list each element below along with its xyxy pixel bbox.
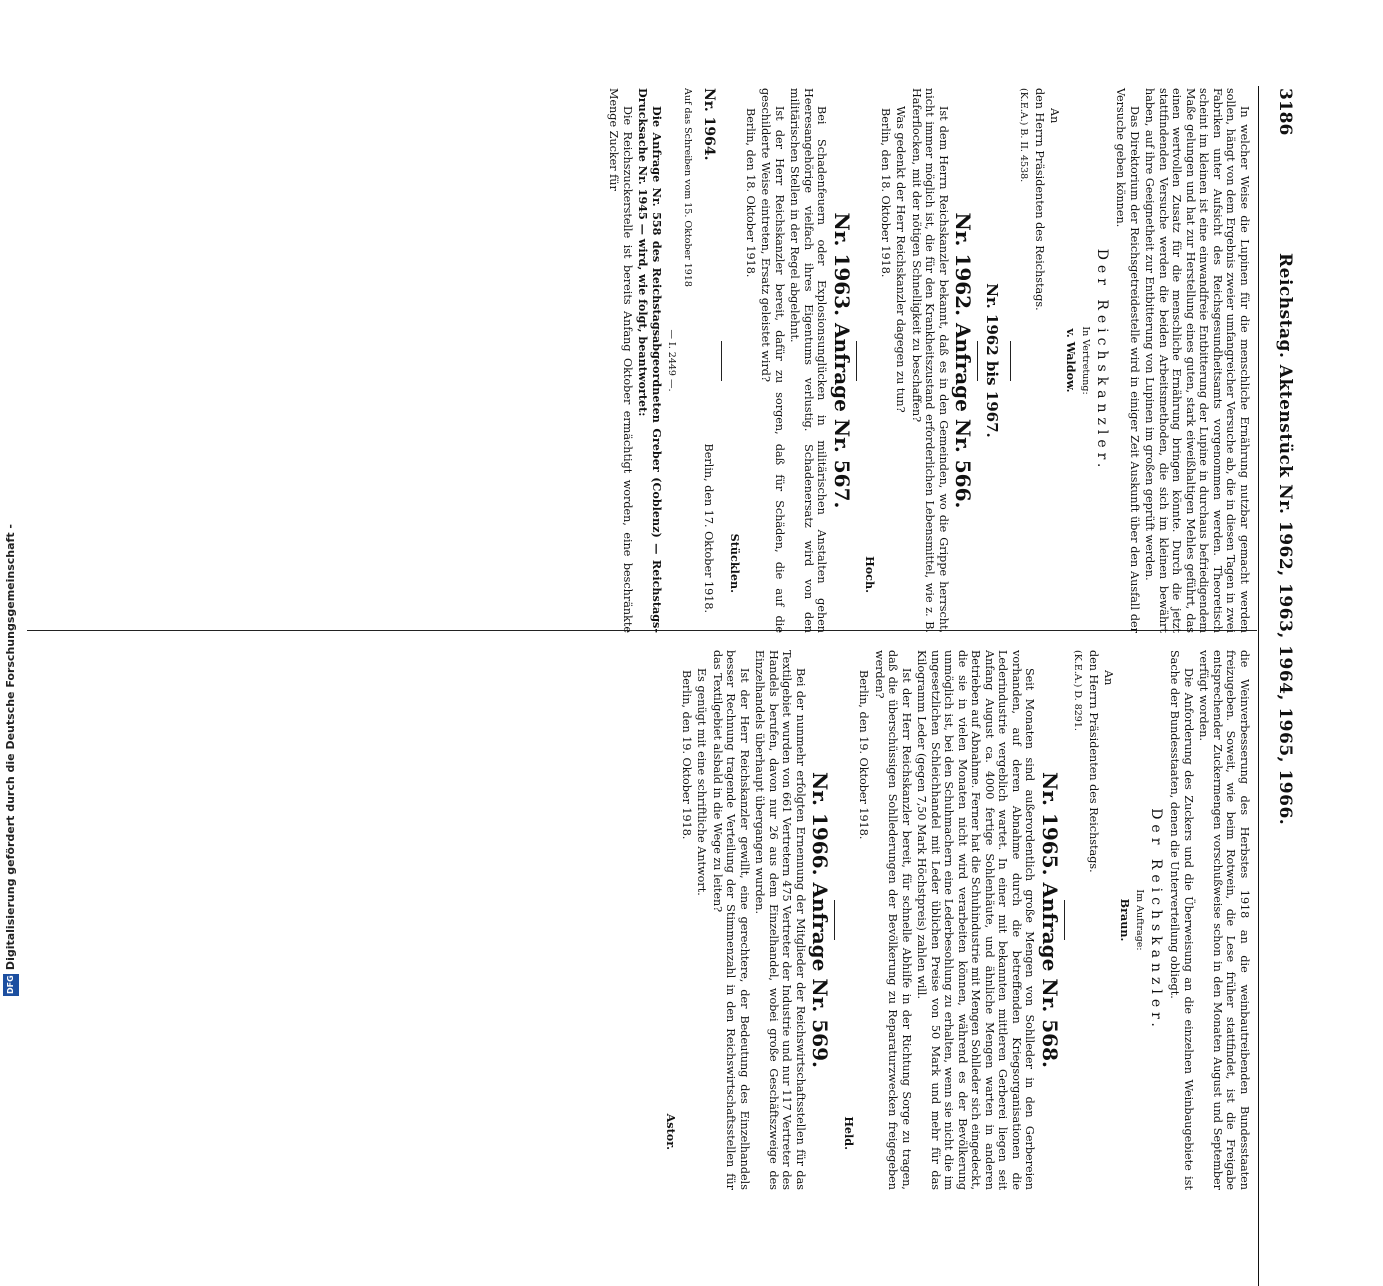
wine-paragraph: die Weinverbesserung des Herbstes 1918 an die weinbautreibenden Bundesstaaten freizugeben. Soweit, wie beim Rotwein, die Lese früher stattfindet, ist die Freigabe entsprechender Zuckermengen vorschußweise schon in den Monaten August und September verfügt worden.: [1197, 650, 1251, 1190]
anfrage-568-title: Nr. 1965. Anfrage Nr. 568.: [1038, 772, 1062, 1068]
section-rule: [1010, 341, 1011, 381]
reference-number: (K.E.A.) D. 8291.: [1072, 650, 1084, 731]
nr-1964-reference: Auf das Schreiben vom 15. Oktober 1918: [682, 88, 693, 287]
anfrage-568-signer: Held.: [842, 1116, 856, 1150]
anfrage-569-signer: Astor.: [664, 1113, 679, 1150]
nr-1964-dateline: Berlin, den 17. Oktober 1918.: [702, 443, 715, 613]
signature-role: In Vertretung:: [1080, 326, 1092, 395]
anfrage-567-followup: Ist der Herr Reichskanzler bereit, dafür zu sorgen, daß für Schäden, die auf die geschilderte Weise eintreten, Ersatz geleistet wird?: [759, 88, 786, 633]
page-header: [1263, 88, 1295, 928]
page-number: 3186: [1275, 88, 1295, 136]
address-an: An: [1102, 670, 1116, 686]
anfrage-566-title: Nr. 1962. Anfrage Nr. 566.: [951, 212, 976, 509]
anfrage-567-date: Berlin, den 18. Oktober 1918.: [744, 108, 757, 278]
section-rule: [978, 341, 979, 381]
nr-1964-title: Nr. 1964.: [701, 88, 717, 161]
signature-name: Braun.: [1118, 898, 1132, 942]
anfrage-568-followup: Ist der Herr Reichskanzler bereit, für schnelle Abhilfe in der Richtung Sorge zu tragen, daß die überschüssigen Sohllederungen der Bevölkerung zu Reparaturzwecken freigegeben werden?: [873, 650, 913, 1190]
anfrage-569-date: Berlin, den 19. Oktober 1918.: [680, 670, 693, 840]
anfrage-569-reply-note: Es genügt mit eine schriftliche Antwort.: [695, 668, 709, 896]
anfrage-568-date: Berlin, den 19. Oktober 1918.: [857, 670, 871, 840]
address-an: An: [1048, 108, 1062, 124]
directorate-paragraph: Das Direktorium der Reichsgetreidestelle wird in einiger Zeit Auskunft über den Ausfall der Versuche geben können.: [1114, 88, 1141, 633]
left-column: [605, 88, 1251, 633]
nr-1964-intro: Die Anfrage Nr. 558 des Reichstagsabgeordneten Greber (Coblenz) — Reichstags-Drucksache Nr. 1945 — wird, wie folgt, beantwortet:: [636, 88, 664, 633]
anfrage-569-followup: Ist der Herr Reichskanzler gewillt, eine gerechtere, der Bedeutung des Einzelhandels besser Rechnung tragende Verteilung der Stimmenzahl in den Reichswirtschaftsstellen für das Textilgebiet alsbald in die Wege zu leiten?: [711, 650, 751, 1190]
dfg-funding-note: Digitalisierung gefördert durch die Deutsche Forschungsgemeinschaft -: [4, 523, 17, 970]
number-range-heading: Nr. 1962 bis 1967.: [983, 283, 1001, 438]
anfrage-568-question: Seit Monaten sind außerordentlich große Mengen von Sohlleder in den Gerbereien vorhanden, auf deren Abnahme durch die betreffenden Kriegsorganisationen die Lederindustrie vergeblich wartet. In einer mit bekannten mittleren Gerberei liegen seit Anfang August ca. 4000 fertige Sohlenhäute, und ähnliche Mengen warten in anderen Betrieben auf Abnahme. Ferner hat die Schuhindustrie mit Mengen Sohlleder sich eingedeckt, die sie in vielen Monaten nicht wird verarbeiten können, während es der Bevölkerung unmöglich ist, bei den Schuhmachern eine Lederbesohlung zu erhalten, wenn sie nicht die im ungesetzlichen Schleichhandel mit Leder üblichen Preise von 50 Mark und mehr für das Kilogramm Leder (gegen 7,50 Mark Höchstpreis) zahlen will.: [915, 650, 1037, 1190]
signature-title: Der Reichskanzler.: [1094, 248, 1110, 473]
anfrage-567-title: Nr. 1963. Anfrage Nr. 567.: [830, 212, 854, 509]
reference-number: (K.E.A.) B. II. 4538.: [1018, 88, 1030, 183]
nr-1964-heading-line: [700, 88, 715, 633]
nr-1964-answer: Die Reichszuckerstelle ist bereits Anfang Oktober ermächtigt worden, eine beschränkte Menge Zucker für: [607, 88, 634, 633]
address-recipient: den Herrn Präsidenten des Reichstags.: [1087, 650, 1100, 873]
section-rule: [721, 341, 722, 381]
header-rule: [1258, 86, 1259, 1286]
anfrage-569-question: Bei der nunmehr erfolgten Ernennung der Mitglieder der Reichswirtschaftsstellen für das Textilgebiet wurden von 661 Vertretern 475 Vertreter der Industrie und nur 117 Vertreter des Handels berufen, davon nur 26 aus dem Einzelhandel, wobei große Geschäftszweige des Einzelhandels überhaupt übergangen wurden.: [753, 650, 807, 1190]
section-rule: [856, 341, 857, 381]
dfg-logo: DFG: [3, 974, 19, 996]
section-rule: [835, 900, 836, 940]
section-rule: [1064, 900, 1065, 940]
anfrage-567-signer: Stücklen.: [728, 533, 743, 593]
lupine-paragraph: In welcher Weise die Lupinen für die menschliche Ernährung nutzbar gemacht werden sollen, hängt von dem Ergebnis zweier umfangreicher Versuche ab, die in diesen Tagen in zwei Fabriken unter Aufsicht des Reichsgesundheitsamts vorgenommen werden. Theoretisch scheint im kleinen ist eine einwandfreie Entbitterung der Lupine in durchaus befriedigendem Maße gelungen und hat zur Herstellung eines guten, stark eiweißhaltigen Mehles geführt, das einen wertvollen Zusatz für die menschliche Ernährung bringen könnte. Durch die jetzt stattfindenden Versuche werden die beiden Arbeitsmethoden, die sich im kleinen bewährt haben, auf ihre Geeignetheit zur Entbitterung von Lupinen im großen geprüft werden.: [1143, 88, 1251, 633]
signature-title: Der Reichskanzler.: [1148, 808, 1164, 1032]
signature-name: v. Waldow.: [1064, 328, 1078, 393]
anfrage-566-followup: Was gedenkt der Herr Reichskanzler dagegen zu tun?: [894, 106, 908, 413]
nr-1964-reference-number: — I. 2449 —.: [666, 329, 678, 392]
anfrage-566-question: Ist dem Herrn Reichskanzler bekannt, daß es in den Gemeinden, wo die Grippe herrscht, nicht immer möglich ist, die für den Krankheitszustand erforderlichen Lebensmittel, wie z. B. Haferflocken, mit der nötigen Schnelligkeit zu beschaffen?: [910, 88, 950, 633]
signature-role: Im Auftrage:: [1134, 889, 1146, 951]
running-title: Reichstag. Aktenstück Nr. 1962, 1963, 1964, 1965, 1966.: [1275, 253, 1295, 826]
anfrage-567-question: Bei Schadenfeuern oder Explosionsunglücken in militärischen Anstalten gehen Heeresangehörige vielfach ihres Eigentums verlustig. Schadenersatz wird von den militärischen Stellen in der Regel abgelehnt.: [788, 88, 829, 633]
address-recipient: den Herrn Präsidenten des Reichstags.: [1033, 88, 1046, 311]
anfrage-566-date: Berlin, den 18. Oktober 1918.: [879, 108, 892, 278]
anfrage-566-signer: Hoch.: [863, 556, 878, 593]
anfrage-569-title: Nr. 1966. Anfrage Nr. 569.: [808, 772, 833, 1068]
sugar-distribution-paragraph: Die Anforderung des Zuckers und die Überweisung an die einzelnen Weinbaugebiete ist Sache der Bundesstaaten, denen die Unterverteilung obliegt.: [1168, 650, 1195, 1190]
right-column: [662, 650, 1251, 1190]
